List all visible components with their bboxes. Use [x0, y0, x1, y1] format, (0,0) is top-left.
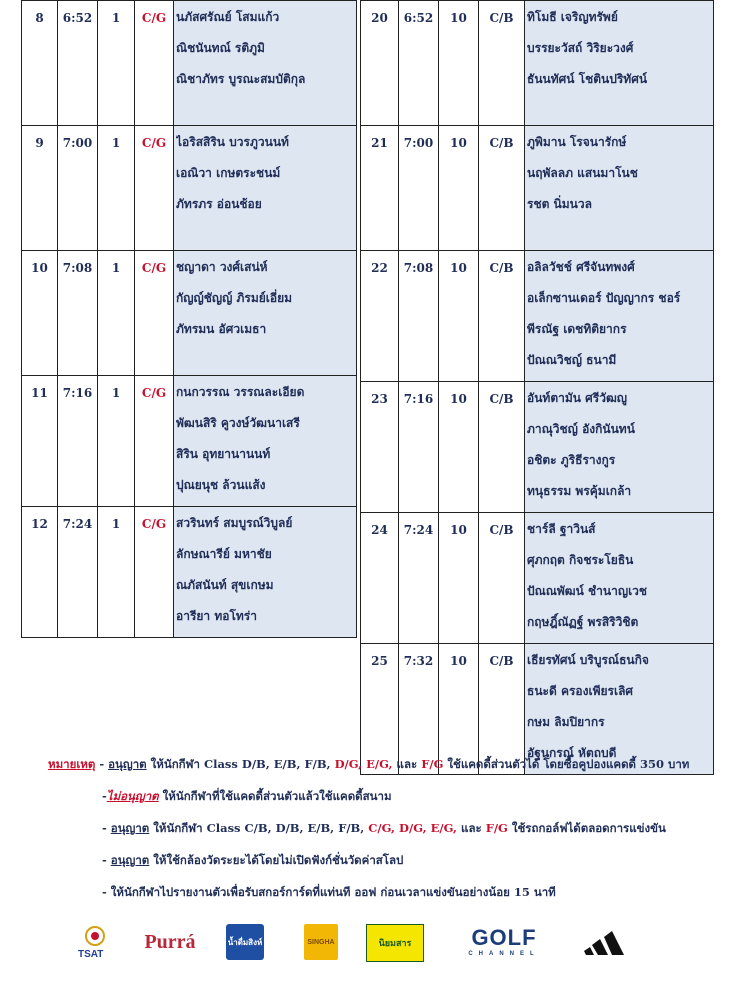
tee-time: 7:16	[399, 382, 439, 513]
player-name: ณภัสนันท์ สุขเกษม	[176, 578, 274, 592]
player-class: C/B	[479, 382, 525, 513]
tee-number: 10	[439, 513, 479, 644]
player-name: สิริน อุทยานานนท์	[176, 447, 271, 461]
player-name: ณิชนันทณ์ รติภูมิ	[176, 41, 265, 55]
singha-logo: SINGHA	[304, 924, 338, 960]
player-names	[174, 507, 357, 638]
adidas-stripes-icon	[584, 925, 638, 959]
player-name: ชญาดา วงศ์เสน่ห์	[176, 260, 268, 274]
player-names	[525, 382, 714, 513]
golf-channel-logo: GOLF CHANNEL	[468, 925, 540, 957]
player-name: ลักษณารีย์ มหาชัย	[176, 547, 272, 561]
note-line-1: หมายเหตุ - อนุญาต ให้นักกีฬา Class D/B, E/B, F/B, D/G, E/G, และ F/G ใช้แคดดี้ส่วนตัวได้ โดยซื้อคูปองแคดดี้ 350 บาท	[48, 757, 690, 771]
player-names	[174, 1, 357, 126]
player-class: C/G	[135, 251, 174, 376]
player-name: กษม ลิมปิยากร	[527, 715, 605, 729]
player-name: อเล็กซานเดอร์ ปัญญากร ชอร์	[527, 291, 681, 305]
tee-number: 10	[439, 1, 479, 126]
player-name: รชต นิ่มนวล	[527, 197, 592, 211]
tee-number: 10	[439, 382, 479, 513]
tee-number: 10	[439, 126, 479, 251]
left-tee-table	[21, 0, 357, 638]
group-number: 10	[22, 251, 58, 376]
player-class: C/G	[135, 376, 174, 507]
tee-number: 1	[98, 1, 135, 126]
player-name: ไอริสสิริน บวรภูวนนท์	[176, 135, 289, 149]
player-name: ณิชาภัทร บูรณะสมบัติกุล	[176, 72, 306, 86]
tee-time: 7:08	[58, 251, 98, 376]
purra-logo: Purrá	[144, 930, 196, 953]
thai-water-logo: น้ำดื่มสิงห์	[226, 924, 264, 960]
tee-row	[361, 251, 714, 382]
tee-number: 1	[98, 507, 135, 638]
player-names	[174, 376, 357, 507]
player-name: นฤพัลลภ แสนมาโนช	[527, 166, 638, 180]
note-line-2: -ไม่อนุญาต ให้นักกีฬาที่ใช้แคดดี้ส่วนตัวแล้วใช้แคดดี้สนาม	[102, 789, 392, 803]
player-name: อลิลวัชช์ ศรีจันทพงศ์	[527, 260, 635, 274]
player-names	[174, 126, 357, 251]
note-line-4: - อนุญาต ให้ใช้กล้องวัดระยะได้โดยไม่เปิดฟังก์ชั่นวัดค่าสโลป	[102, 853, 404, 867]
player-name: ธันนทัศน์ โชตินปริทัศน์	[527, 72, 648, 86]
player-name: ทนุธรรม พรคุ้มเกล้า	[527, 484, 632, 498]
player-class: C/G	[135, 126, 174, 251]
tee-time: 7:32	[399, 644, 439, 775]
player-names	[525, 1, 714, 126]
player-name: กฤษฎิ์ณัฏฐ์ พรสิริวิชิต	[527, 615, 639, 629]
player-names	[525, 513, 714, 644]
note-line-5: - ให้นักกีฬาไปรายงานตัวเพื่อรับสกอร์การ์ดที่แท่นที ออฟ ก่อนเวลาแข่งขันอย่างน้อย 15 นาที	[102, 885, 556, 899]
tee-row	[361, 644, 714, 775]
tee-time: 7:24	[58, 507, 98, 638]
player-name: ภาณุวิชญ์ อังกินันทน์	[527, 422, 635, 436]
group-number: 21	[361, 126, 399, 251]
player-name: บรรยะวัสถ์ วิริยะวงศ์	[527, 41, 634, 55]
player-name: พีรณัฐ เดชทิติยากร	[527, 322, 627, 336]
group-number: 23	[361, 382, 399, 513]
player-name: ปัณณพัฒน์ ชำนาญเวช	[527, 584, 648, 598]
player-name: ปัณณวิชญ์ ธนามี	[527, 353, 617, 367]
player-name: เอณิวา เกษตระชนม์	[176, 166, 281, 180]
player-name: อชิตะ ภูริธีรางกูร	[527, 453, 616, 467]
player-class: C/G	[135, 507, 174, 638]
tee-time: 6:52	[399, 1, 439, 126]
tee-time: 7:08	[399, 251, 439, 382]
yellow-brand-logo: นิยมสาร	[366, 924, 424, 962]
player-name: ภัทรมน อัศวเมธา	[176, 322, 267, 336]
player-class: C/B	[479, 126, 525, 251]
player-name: กัญญ์ชัญญ์ ภิรมย์เอี่ยม	[176, 291, 293, 305]
player-name: ชาร์ลี ฐาวินส์	[527, 522, 596, 536]
player-name: สวรินทร์ สมบูรณ์วิบูลย์	[176, 516, 293, 530]
tee-time: 7:24	[399, 513, 439, 644]
tee-row	[22, 126, 357, 251]
sponsor-logos	[0, 924, 729, 964]
player-name: อัฐนกรณ์ หัตถบดี	[527, 746, 617, 760]
tee-row	[361, 382, 714, 513]
tee-number: 10	[439, 644, 479, 775]
player-name: อันท์ตามัน ศรีวัฒญู	[527, 391, 628, 405]
tee-number: 1	[98, 251, 135, 376]
player-name: ศุภกฤต กิจชระโยธิน	[527, 553, 634, 567]
player-name: พัฒนสิริ คูวงษ์วัฒนาเสรี	[176, 416, 300, 430]
group-number: 9	[22, 126, 58, 251]
tee-row	[361, 1, 714, 126]
notes-label: หมายเหตุ	[48, 757, 96, 771]
tee-time: 7:00	[58, 126, 98, 251]
player-class: C/B	[479, 513, 525, 644]
tee-number: 1	[98, 376, 135, 507]
player-name: อารียา ทอโทร่า	[176, 609, 257, 623]
tee-row	[22, 376, 357, 507]
player-names	[525, 251, 714, 382]
player-name: นภัสศรัณย์ โสมแก้ว	[176, 10, 280, 24]
player-name: เธียรทัศน์ บริบูรณ์ธนกิจ	[527, 653, 649, 667]
player-class: C/G	[135, 1, 174, 126]
group-number: 8	[22, 1, 58, 126]
tee-time: 7:16	[58, 376, 98, 507]
player-names	[525, 644, 714, 775]
tee-number: 1	[98, 126, 135, 251]
player-name: ธนะดี ครองเพียรเลิศ	[527, 684, 634, 698]
group-number: 12	[22, 507, 58, 638]
tee-number: 10	[439, 251, 479, 382]
player-name: กนกวรรณ วรรณละเอียด	[176, 385, 305, 399]
player-name: ทิโมธี เจริญทรัพย์	[527, 10, 618, 24]
player-names	[525, 126, 714, 251]
tee-time: 7:00	[399, 126, 439, 251]
adidas-logo	[584, 924, 638, 960]
player-class: C/B	[479, 1, 525, 126]
tsat-logo: TSAT	[74, 924, 116, 960]
group-number: 20	[361, 1, 399, 126]
player-class: C/B	[479, 644, 525, 775]
player-name: ภัทรภร อ่อนช้อย	[176, 197, 262, 211]
group-number: 25	[361, 644, 399, 775]
tee-row	[22, 1, 357, 126]
player-names	[174, 251, 357, 376]
group-number: 24	[361, 513, 399, 644]
right-tee-table	[360, 0, 714, 775]
player-class: C/B	[479, 251, 525, 382]
tee-row	[361, 126, 714, 251]
tee-time: 6:52	[58, 1, 98, 126]
note-line-3: - อนุญาต ให้นักกีฬา Class C/B, D/B, E/B, F/B, C/G, D/G, E/G, และ F/G ใช้รถกอล์ฟได้ตลอดการแข่งขัน	[102, 821, 666, 835]
group-number: 11	[22, 376, 58, 507]
tee-row	[22, 251, 357, 376]
player-name: ภูพิมาน โรจนารักษ์	[527, 135, 627, 149]
group-number: 22	[361, 251, 399, 382]
tee-row	[22, 507, 357, 638]
tee-row	[361, 513, 714, 644]
player-name: ปุณยนุช ล้วนแส้ง	[176, 478, 266, 492]
